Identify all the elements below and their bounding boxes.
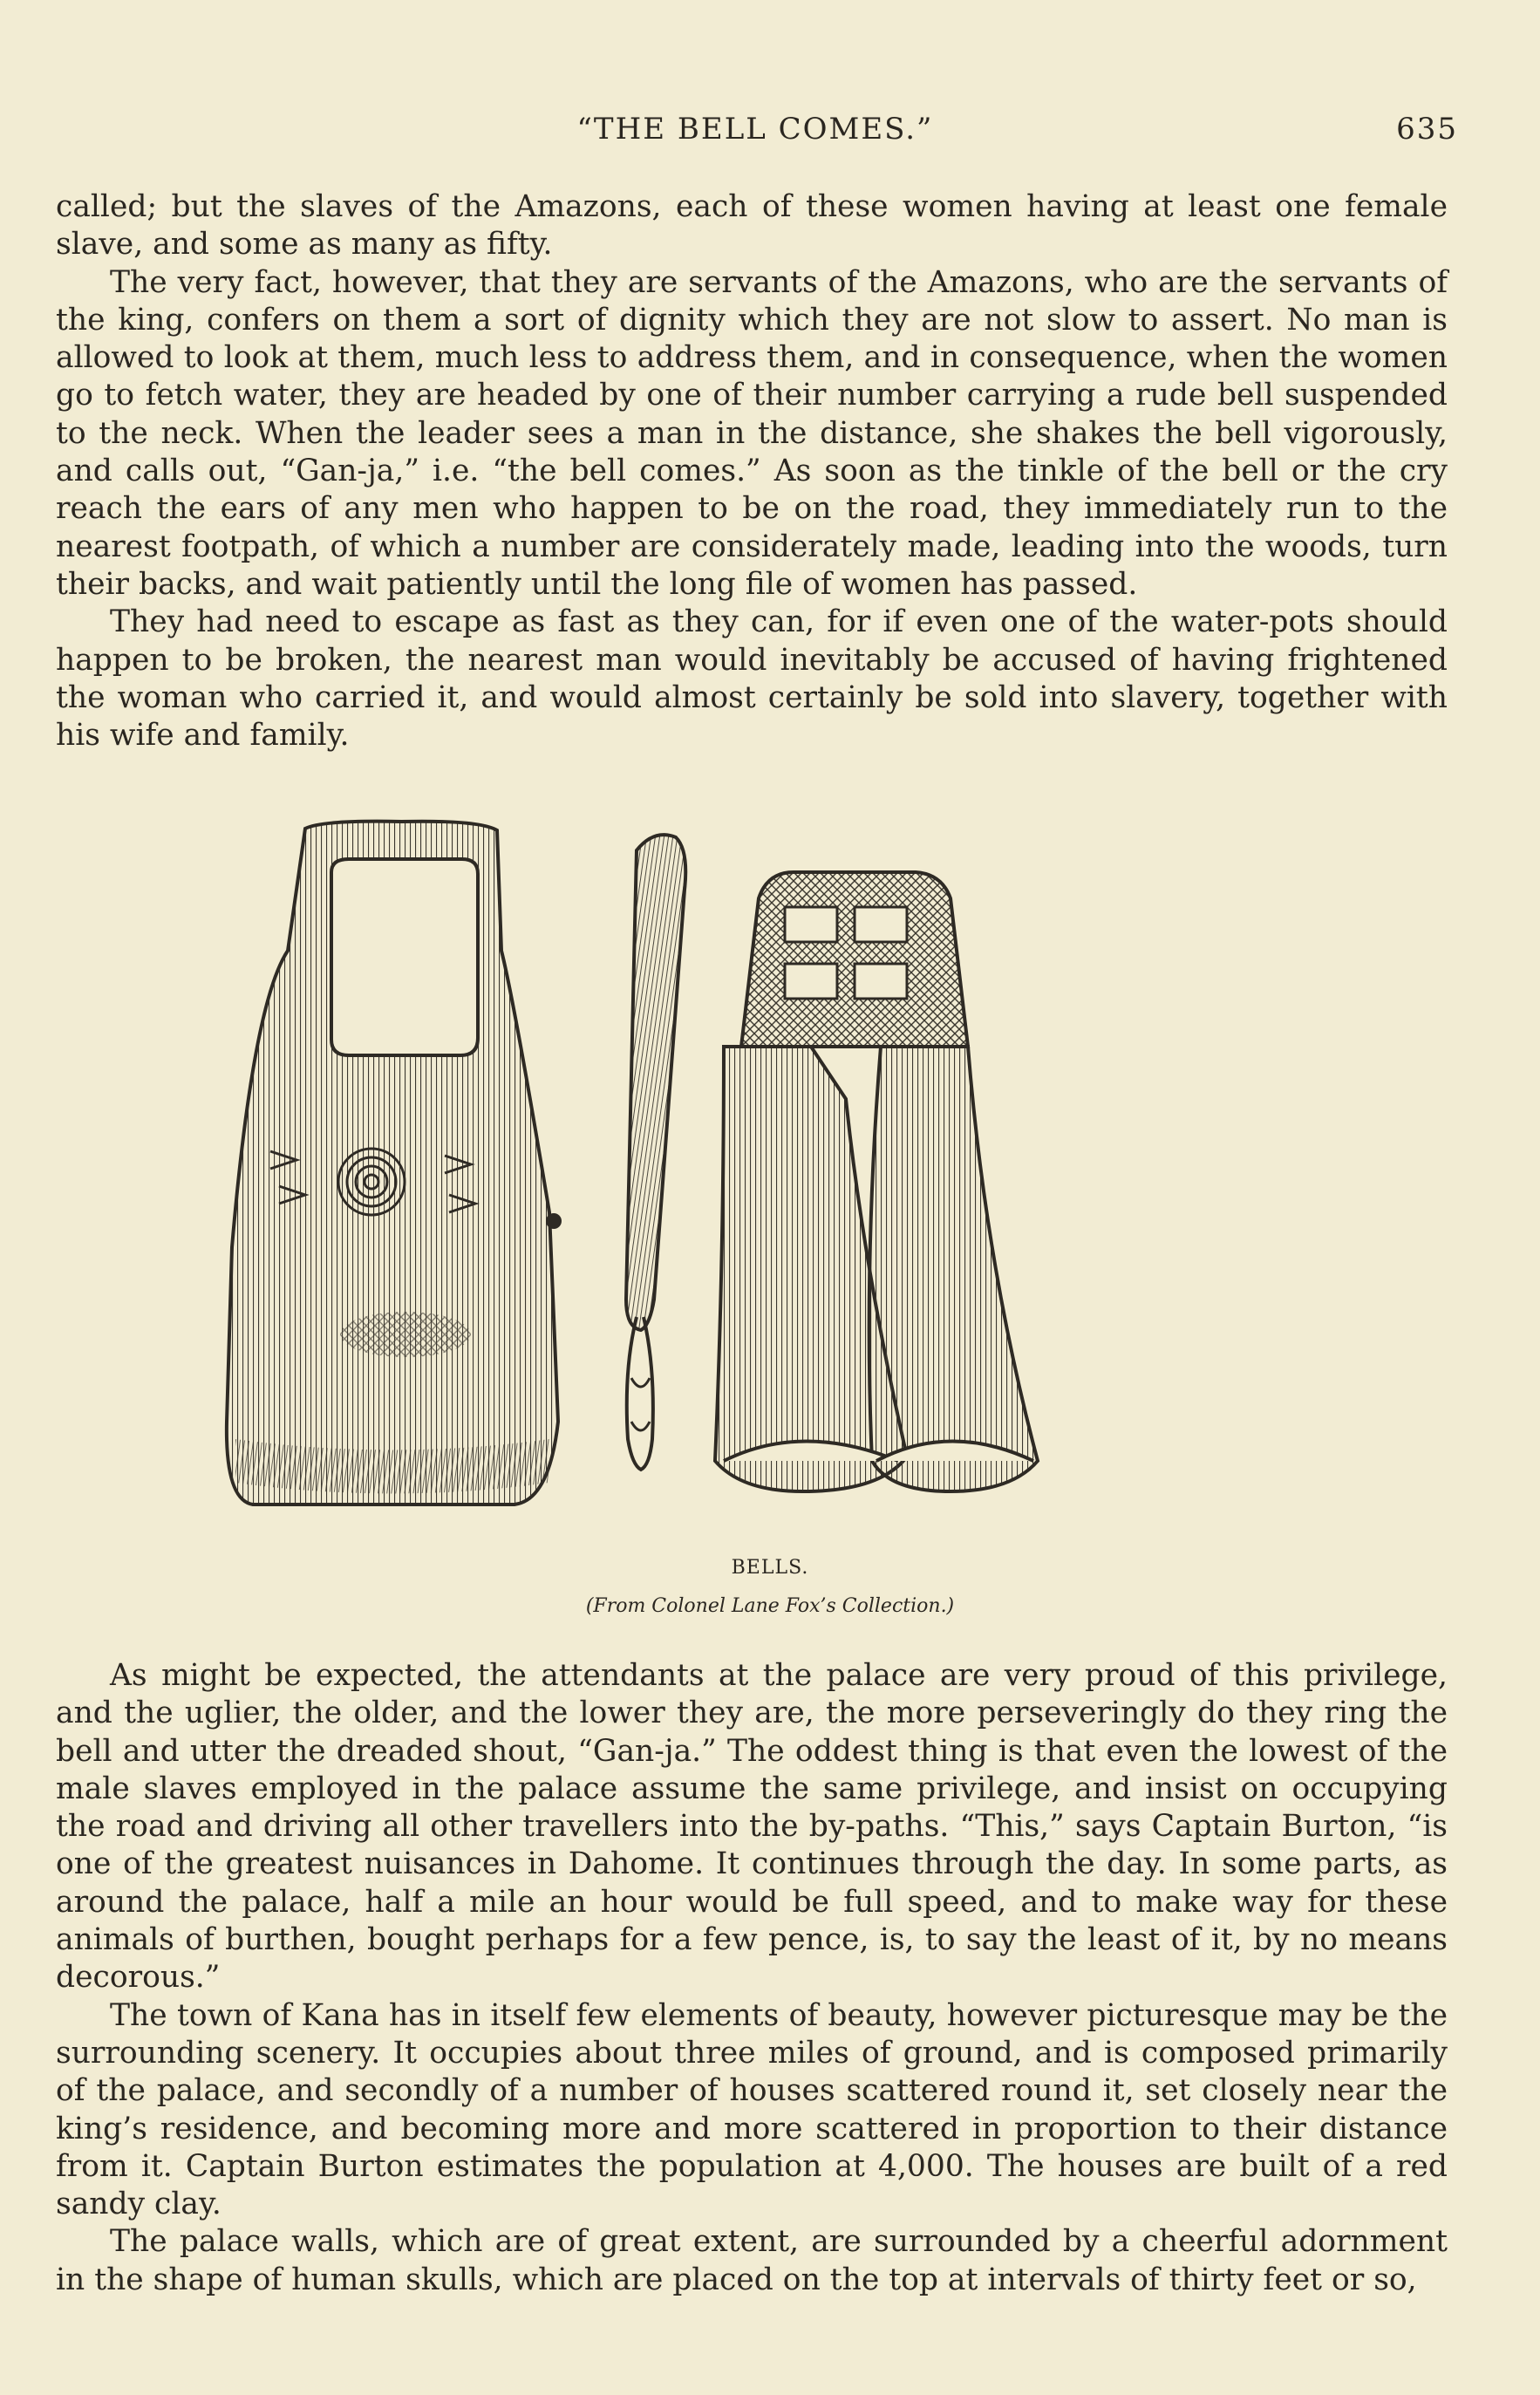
paragraph: They had need to escape as fast as they can, for if even one of the water-pots should happen to be broken, the nearest man would inevitably be accused of having frightened the woman who carried it, and would almost certainly be sold into slavery, together with his wife and family. bbox=[56, 604, 1448, 754]
paragraph: The palace walls, which are of great extent, are surrounded by a cheerful adornment in the shape of human skulls, which are placed on the top at intervals of thirty feet or so, bbox=[56, 2224, 1448, 2297]
clapper-stick-drawing bbox=[626, 835, 685, 1470]
page-number: 635 bbox=[1396, 112, 1458, 147]
figure-caption: BELLS. bbox=[731, 1557, 809, 1579]
running-head bbox=[52, 112, 1458, 155]
figure-credit: (From Colonel Lane Fox’s Collection.) bbox=[585, 1595, 955, 1617]
double-bell-drawing bbox=[715, 872, 1038, 1491]
paragraph: called; but the slaves of the Amazons, each of these women having at least one female slave, and some as many as fifty. bbox=[56, 189, 1448, 263]
running-title: “THE BELL COMES.” bbox=[576, 112, 934, 147]
paragraph: As might be expected, the attendants at the palace are very proud of this privilege, and the uglier, the older, and the lower they are, the more perseveringly do they ring the bell and utter the dreaded shout, “Gan-ja.” The oddest thing is that even the lowest of the male slaves employed in the palace assume the same privilege, and insist on occupying the road and driving all other travellers into the by-paths. “This,” says Captain Burton, “is one of the greatest nuisances in Dahome. It continues through the day. In some parts, as around the palace, half a mile an hour would be full speed, and to make way for these animals of burthen, bought perhaps for a few pence, is, to say the least of it, by no means decorous.” bbox=[56, 1658, 1448, 1996]
text-block-bottom bbox=[56, 1657, 1448, 2299]
text-block-top bbox=[56, 188, 1448, 754]
paragraph: The very fact, however, that they are servants of the Amazons, who are the servants of the king, confers on them a sort of dignity which they are not slow to assert. No man is allowed to look at them, much less to address them, and in consequence, when the women go to fetch water, they are headed by one of their number carrying a rude bell suspended to the neck. When the leader sees a man in the distance, she shakes the bell vigorously, and calls out, “Gan-ja,” i.e. “the bell comes.” As soon as the tinkle of the bell or the cry reach the ears of any men who happen to be on the road, they immediately run to the nearest footpath, of which a number are considerately made, leading into the woods, turn their backs, and wait patiently until the long file of women has passed. bbox=[56, 264, 1448, 602]
paragraph: The town of Kana has in itself few elements of beauty, however picturesque may be the surrounding scenery. It occupies about three miles of ground, and is composed primarily of the palace, and secondly of a number of houses scattered round it, set closely near the king’s residence, and becoming more and more scattered in proportion to their distance from it. Captain Burton estimates the population at 4,000. The houses are built of a red sandy clay. bbox=[56, 1997, 1448, 2222]
single-bell-drawing bbox=[227, 822, 562, 1505]
bells-illustration bbox=[201, 811, 1369, 1544]
